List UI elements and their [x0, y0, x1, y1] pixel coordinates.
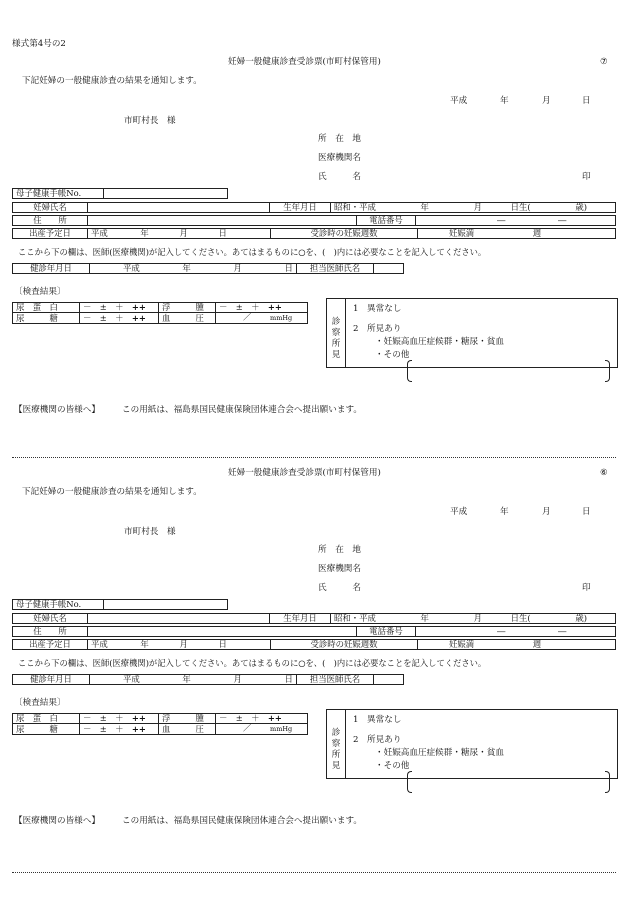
- doctor-note: ここから下の欄は、医師(医療機関)が記入してください。あてはまるものに○を、( )内には必要なことを記入してください。: [18, 247, 487, 257]
- date-month: 月: [542, 507, 551, 517]
- exam-table: [12, 674, 404, 685]
- phone-dash-1: ―: [497, 626, 506, 636]
- finding-sub2[interactable]: ・その他: [375, 761, 410, 771]
- edema-label: 浮 腫: [159, 714, 216, 724]
- date-year: 年: [500, 507, 509, 517]
- phone-field[interactable]: [416, 627, 616, 637]
- due-label: 出産予定日: [13, 229, 88, 239]
- form-number: ⑦: [600, 57, 608, 67]
- other-bracket-left: [407, 360, 412, 382]
- birth-day: 日生(: [510, 613, 531, 623]
- weeks-suffix: 週: [532, 228, 542, 238]
- era-text: 昭和・平成: [334, 202, 376, 212]
- cut-line-bottom: [12, 872, 616, 873]
- form-title: 妊婦一般健康診査受診票(市町村保管用): [228, 468, 381, 478]
- bp-slash: ／: [243, 312, 252, 322]
- handbook-table: [12, 599, 228, 610]
- phone-label: 電話番号: [357, 627, 416, 637]
- form-2: [0, 411, 630, 871]
- urine-sugar-label: 尿 糖: [13, 313, 80, 324]
- finding-normal[interactable]: 1 異常なし: [353, 715, 402, 725]
- exam-era: 平成: [123, 263, 140, 273]
- exam-day: 日: [284, 263, 293, 273]
- exam-month: 月: [233, 674, 242, 684]
- recipient: 市町村長 様: [124, 116, 176, 126]
- other-bracket-left: [407, 771, 412, 793]
- finding-normal[interactable]: 1 異常なし: [353, 304, 402, 314]
- form-label: 様式第4号の2: [12, 39, 66, 49]
- birth-age: 歳): [575, 202, 587, 212]
- due-table: [12, 639, 616, 650]
- due-era: 平成: [91, 228, 108, 238]
- findings-label: 診察所見: [331, 728, 341, 771]
- exam-day: 日: [284, 674, 293, 684]
- handbook-no-field[interactable]: [104, 600, 228, 610]
- exam-year: 年: [182, 674, 191, 684]
- footer-text: この用紙は、福島県国民健康保険団体連合会へ提出願います。: [122, 816, 362, 826]
- urine-sugar-scale[interactable]: － ± ＋ ++: [80, 724, 159, 735]
- bp-unit: mmHg: [270, 725, 293, 733]
- date-day: 日: [582, 507, 591, 517]
- form-number: ⑥: [600, 468, 608, 478]
- bp-label: 血 圧: [159, 724, 216, 735]
- bp-slash: ／: [243, 723, 252, 733]
- due-field[interactable]: [88, 640, 271, 650]
- exam-date-label: 健診年月日: [13, 675, 90, 685]
- patient-name-label: 妊婦氏名: [13, 203, 88, 213]
- issuer-institution-label: 医療機関名: [318, 564, 361, 574]
- form-title: 妊婦一般健康診査受診票(市町村保管用): [228, 57, 381, 67]
- other-bracket-right: [605, 771, 610, 793]
- footer-title: 【医療機関の皆様へ】: [14, 816, 100, 826]
- due-label: 出産予定日: [13, 640, 88, 650]
- issuer-name-label: 氏 名: [318, 172, 361, 182]
- address-field[interactable]: [88, 627, 357, 637]
- urine-sugar-scale[interactable]: － ± ＋ ++: [80, 313, 159, 324]
- date-year: 年: [500, 96, 509, 106]
- birth-field[interactable]: [331, 614, 616, 624]
- date-era: 平成: [450, 507, 468, 517]
- patient-name-field[interactable]: [88, 614, 270, 624]
- patient-name-field[interactable]: [88, 203, 270, 213]
- birth-age: 歳): [575, 613, 587, 623]
- doctor-name-label: 担当医師氏名: [297, 264, 374, 274]
- doctor-name-label: 担当医師氏名: [297, 675, 374, 685]
- results-label: 〔検査結果〕: [14, 698, 66, 708]
- weeks-prefix: 妊娠満: [449, 228, 475, 238]
- birth-month: 月: [473, 202, 482, 212]
- intro-text: 下記妊婦の一般健康診査の結果を通知します。: [22, 76, 202, 86]
- phone-dash-2: ―: [558, 626, 567, 636]
- due-month: 月: [179, 228, 188, 238]
- due-day: 日: [218, 639, 227, 649]
- finding-sub1[interactable]: ・妊娠高血圧症候群・糖尿・貧血: [375, 748, 504, 758]
- weeks-field[interactable]: [418, 640, 616, 650]
- other-bracket-right: [605, 360, 610, 382]
- issuer-institution-label: 医療機関名: [318, 153, 361, 163]
- exam-era: 平成: [123, 674, 140, 684]
- birth-day: 日生(: [510, 202, 531, 212]
- doctor-name-field[interactable]: [374, 264, 404, 274]
- handbook-no-label: 母子健康手帳No.: [13, 600, 104, 610]
- footer-text: この用紙は、福島県国民健康保険団体連合会へ提出願います。: [122, 405, 362, 415]
- urine-protein-scale[interactable]: － ± ＋ ++: [80, 714, 159, 724]
- phone-dash-2: ―: [558, 215, 567, 225]
- urine-protein-scale[interactable]: － ± ＋ ++: [80, 303, 159, 313]
- exam-date-label: 健診年月日: [13, 264, 90, 274]
- date-era: 平成: [450, 96, 468, 106]
- bp-field[interactable]: [216, 724, 308, 735]
- finding-sub2[interactable]: ・その他: [375, 350, 410, 360]
- findings-box: [326, 298, 618, 368]
- bp-field[interactable]: [216, 313, 308, 324]
- patient-name-label: 妊婦氏名: [13, 614, 88, 624]
- bp-label: 血 圧: [159, 313, 216, 324]
- era-text: 昭和・平成: [334, 613, 376, 623]
- doctor-note: ここから下の欄は、医師(医療機関)が記入してください。あてはまるものに○を、( )内には必要なことを記入してください。: [18, 658, 487, 668]
- exam-month: 月: [233, 263, 242, 273]
- birth-label: 生年月日: [270, 614, 331, 624]
- patient-table: [12, 202, 616, 213]
- weeks-label: 受診時の妊娠週数: [271, 229, 418, 239]
- handbook-table: [12, 188, 228, 199]
- birth-label: 生年月日: [270, 203, 331, 213]
- issuer-address-label: 所 在 地: [318, 134, 361, 144]
- footer-title: 【医療機関の皆様へ】: [14, 405, 100, 415]
- issuer-name-label: 氏 名: [318, 583, 361, 593]
- intro-text: 下記妊婦の一般健康診査の結果を通知します。: [22, 487, 202, 497]
- address-label: 住 所: [13, 627, 88, 637]
- results-label: 〔検査結果〕: [14, 287, 66, 297]
- findings-box: [326, 709, 618, 779]
- date-day: 日: [582, 96, 591, 106]
- form-1: [0, 0, 630, 450]
- weeks-suffix: 週: [532, 639, 542, 649]
- birth-year: 年: [420, 202, 429, 212]
- exam-table: [12, 263, 404, 274]
- doctor-name-field[interactable]: [374, 675, 404, 685]
- birth-field[interactable]: [331, 203, 616, 213]
- birth-year: 年: [420, 613, 429, 623]
- weeks-prefix: 妊娠満: [449, 639, 475, 649]
- exam-date-field[interactable]: [90, 675, 297, 685]
- phone-field[interactable]: [416, 216, 616, 226]
- urine-protein-label: 尿 蛋 白: [13, 303, 80, 313]
- patient-table: [12, 613, 616, 624]
- finding-sub1[interactable]: ・妊娠高血圧症候群・糖尿・貧血: [375, 337, 504, 347]
- due-day: 日: [218, 228, 227, 238]
- results-table: [12, 302, 308, 324]
- seal-mark: 印: [582, 583, 591, 593]
- address-label: 住 所: [13, 216, 88, 226]
- bp-unit: mmHg: [270, 314, 293, 322]
- urine-protein-label: 尿 蛋 白: [13, 714, 80, 724]
- due-month: 月: [179, 639, 188, 649]
- urine-sugar-label: 尿 糖: [13, 724, 80, 735]
- edema-scale[interactable]: － ± ＋ ++: [216, 714, 308, 724]
- due-year: 年: [140, 639, 149, 649]
- weeks-label: 受診時の妊娠週数: [271, 640, 418, 650]
- due-table: [12, 228, 616, 239]
- phone-dash-1: ―: [497, 215, 506, 225]
- due-year: 年: [140, 228, 149, 238]
- address-table: [12, 215, 616, 226]
- phone-label: 電話番号: [357, 216, 416, 226]
- address-field[interactable]: [88, 216, 357, 226]
- finding-present[interactable]: 2 所見あり: [353, 324, 402, 334]
- findings-label: 診察所見: [331, 317, 341, 360]
- handbook-no-label: 母子健康手帳No.: [13, 189, 104, 199]
- exam-year: 年: [182, 263, 191, 273]
- results-table: [12, 713, 308, 735]
- recipient: 市町村長 様: [124, 527, 176, 537]
- edema-scale[interactable]: － ± ＋ ++: [216, 303, 308, 313]
- handbook-no-field[interactable]: [104, 189, 228, 199]
- due-field[interactable]: [88, 229, 271, 239]
- date-month: 月: [542, 96, 551, 106]
- birth-month: 月: [473, 613, 482, 623]
- issuer-address-label: 所 在 地: [318, 545, 361, 555]
- exam-date-field[interactable]: [90, 264, 297, 274]
- address-table: [12, 626, 616, 637]
- seal-mark: 印: [582, 172, 591, 182]
- due-era: 平成: [91, 639, 108, 649]
- weeks-field[interactable]: [418, 229, 616, 239]
- edema-label: 浮 腫: [159, 303, 216, 313]
- finding-present[interactable]: 2 所見あり: [353, 735, 402, 745]
